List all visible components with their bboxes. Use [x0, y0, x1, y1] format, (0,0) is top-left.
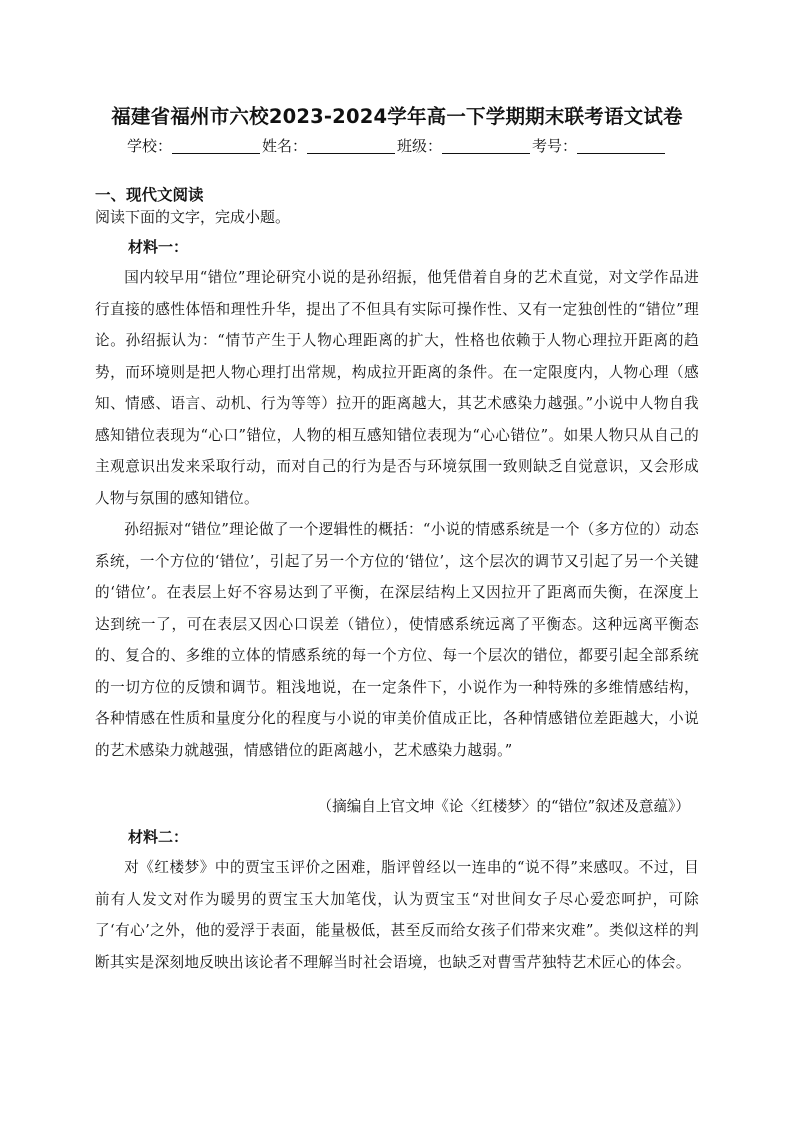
exam-title: 福建省福州市六校2023-2024学年高一下学期期末联考语文试卷 — [111, 105, 683, 128]
student-info-line — [0, 135, 794, 156]
material-one-paragraph-2: 孙绍振对“错位”理论做了一个逻辑性的概括：“小说的情感系统是一个（多方位的）动态系统，一个方位的‘错位’，引起了另一个方位的‘错位’，这个层次的调节又引起了另一个关键的‘错位’。在表层上好不容易达到了平衡，在深层结构上又因拉开了距离而失衡，在深度上达到统一了，可在表层又因心口误差（错位），使情感系统远离了平衡态。这种远离平衡态的、复合的、多维的立体的情感系统的每一个方位、每一个层次的错位，都要引起全部系统的一切方位的反馈和调节。粗浅地说，在一定条件下，小说作为一种特殊的多维情感结构，各种情感在性质和量度分化的程度与小说的审美价值成正比，各种情感错位差距越大，小说的艺术感染力就越强，情感错位的距离越小，艺术感染力越弱。” — [95, 521, 699, 759]
class-label: 班级： — [397, 137, 443, 155]
material-one-paragraph-1: 国内较早用“错位”理论研究小说的是孙绍振，他凭借着自身的艺术直觉，对文学作品进行直接的感性体悟和理性升华，提出了不但具有实际可操作性、又有一定独创性的“错位”理论。孙绍振认为：“情节产生于人物心理距离的扩大，性格也依赖于人物心理拉开距离的趋势，而环境则是把人物心理打出常规，构成拉开距离的条件。在一定限度内，人物心理（感知、情感、语言、动机、行为等等）拉开的距离越大，其艺术感染力越强。”小说中人物自我感知错位表现为“心口”错位，人物的相互感知错位表现为“心心错位”。如果人物只从自己的主观意识出发来采取行动，而对自己的行为是否与环境氛围一致则缺乏自觉意识，又会形成人物与氛围的感知错位。 — [95, 269, 699, 507]
material-one-label: 材料一： — [128, 238, 189, 256]
material-two-label: 材料二： — [128, 828, 189, 846]
name-blank[interactable] — [307, 137, 395, 154]
name-label: 姓名： — [261, 137, 307, 155]
material-two-paragraph-1: 对《红楼梦》中的贾宝玉评价之困难，脂评曾经以一连串的“说不得”来感叹。不过，目前有人发文对作为暖男的贾宝玉大加笔伐，认为贾宝玉“对世间女子尽心爱恋呵护，可除了‘有心’之外，他的爱浮于表面，能量极低，甚至反而给女孩子们带来灾难”。类似这样的判断其实是深刻地反映出该论者不理解当时社会语境，也缺乏对曹雪芹独特艺术匠心的体会。 — [95, 859, 699, 971]
school-label: 学校： — [126, 137, 172, 155]
section-heading: 一、现代文阅读 — [95, 186, 204, 204]
material-one-citation: （摘编自上官文坤《论〈红楼梦〉的“错位”叙述及意蕴》） — [317, 798, 690, 815]
class-blank[interactable] — [442, 137, 530, 154]
instruction-text: 阅读下面的文字，完成小题。 — [95, 208, 291, 226]
exam-number-blank[interactable] — [577, 137, 665, 154]
exam-number-label: 考号： — [532, 137, 578, 155]
school-blank[interactable] — [172, 137, 260, 154]
